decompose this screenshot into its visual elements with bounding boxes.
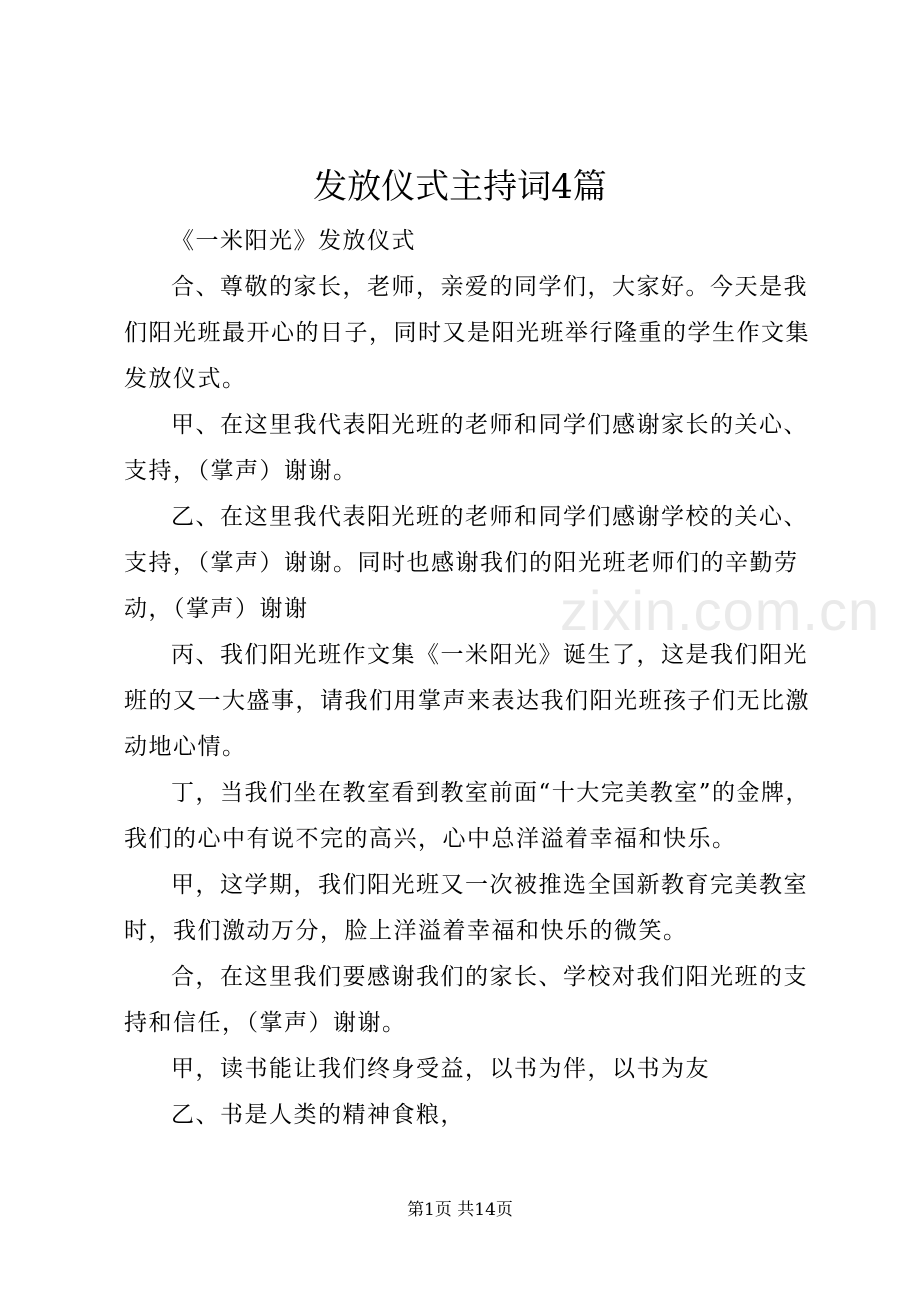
paragraph: 丙、我们阳光班作文集《一米阳光》诞生了，这是我们阳光班的又一大盛事，请我们用掌声来表达我们阳光班孩子们无比激动地心情。: [124, 642, 810, 760]
paragraph: 甲，这学期，我们阳光班又一次被推选全国新教育完美教室时，我们激动万分，脸上洋溢着幸福和快乐的微笑。: [124, 872, 808, 944]
paragraph: 合，在这里我们要感谢我们的家长、学校对我们阳光班的支持和信任，（掌声）谢谢。: [124, 964, 808, 1036]
paragraph: 乙、书是人类的精神食粮，: [171, 1102, 465, 1128]
document-body: [124, 218, 814, 1138]
page-footer: 第1页 共14页: [407, 1200, 513, 1220]
paragraph: 甲，读书能让我们终身受益，以书为伴，以书为友: [171, 1056, 710, 1082]
watermark: zixin.com.cn: [560, 579, 881, 642]
paragraph: 丁，当我们坐在教室看到教室前面“十大完美教室”的金牌，我们的心中有说不完的高兴，心中总洋溢着幸福和快乐。: [124, 780, 811, 852]
paragraph: 乙、在这里我代表阳光班的老师和同学们感谢学校的关心、支持，（掌声）谢谢。同时也感谢我们的阳光班老师们的辛勤劳动，（掌声）谢谢: [124, 504, 808, 622]
paragraph: 甲、在这里我代表阳光班的老师和同学们感谢家长的关心、支持，（掌声）谢谢。: [124, 412, 808, 484]
paragraph: 合、尊敬的家长，老师，亲爱的同学们，大家好。今天是我们阳光班最开心的日子，同时又是阳光班举行隆重的学生作文集发放仪式。: [124, 274, 810, 392]
paragraph-subtitle: 《一米阳光》发放仪式: [171, 228, 416, 254]
document-title: 发放仪式主持词4篇: [313, 167, 607, 207]
